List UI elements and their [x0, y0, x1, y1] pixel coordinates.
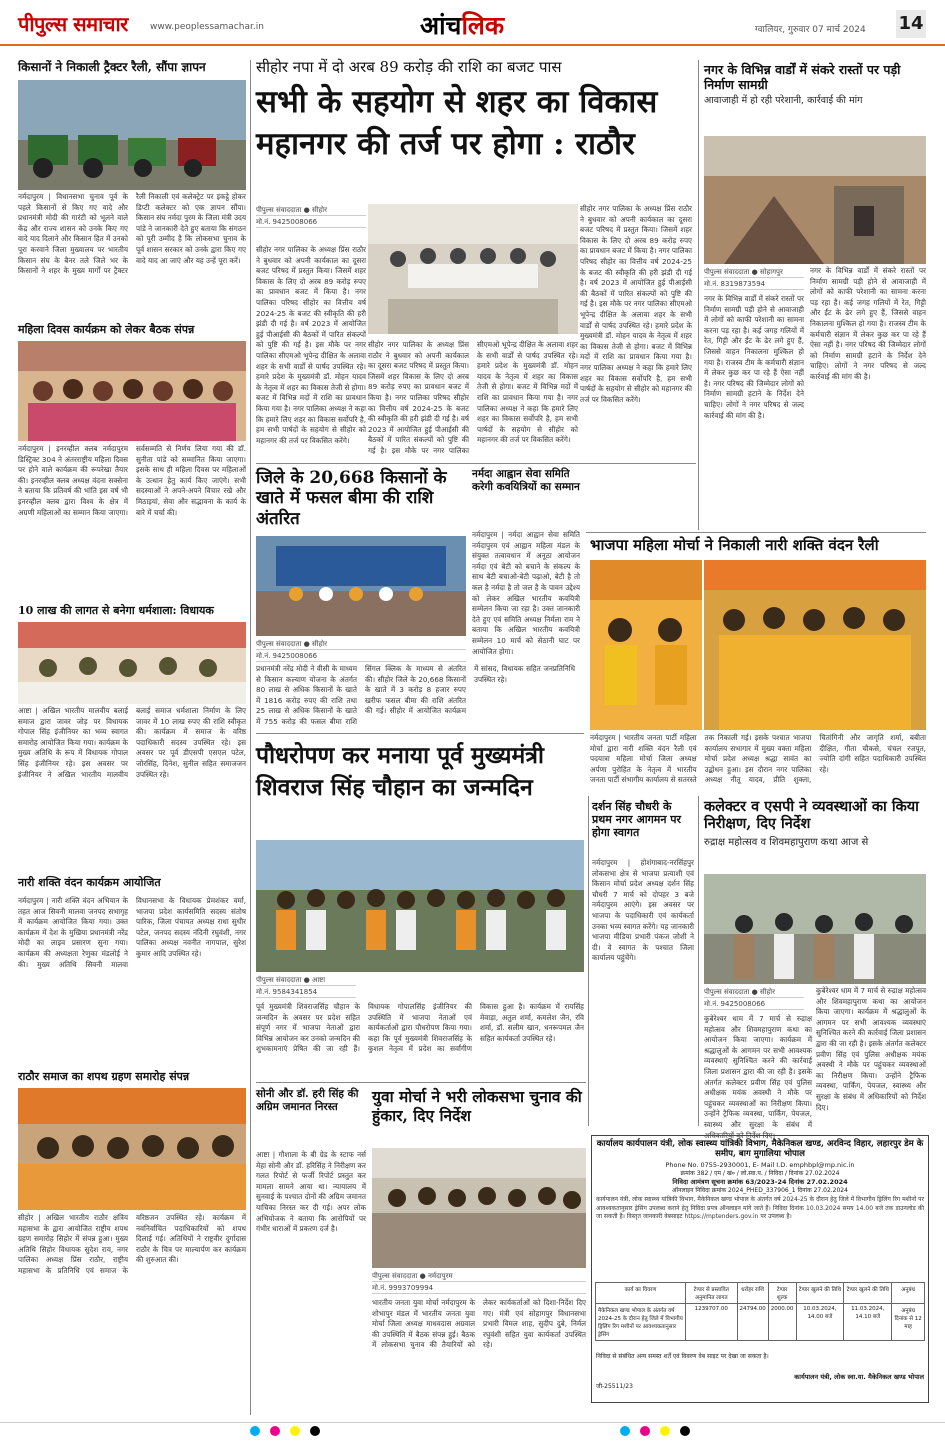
headline: 10 लाख की लागत से बनेगा धर्मशाला: विधायक — [18, 604, 214, 617]
table-cell: अनुबंध दिनांक से 12 माह — [892, 1304, 925, 1341]
article-bail — [256, 1088, 366, 1148]
headline: किसानों ने निकाली ट्रैक्टर रैली, सौंपा ज्ञापन — [18, 60, 206, 74]
registration-mark — [250, 1426, 260, 1436]
headline: सोनी और डॉ. हरी सिंह की अग्रिम जमानत निरस्त — [256, 1088, 359, 1113]
headline: सभी के सहयोग से शहर का विकास महानगर की तर्ज पर होगा : राठौर — [256, 84, 658, 162]
divider — [256, 1082, 586, 1083]
color-bar — [0, 1422, 945, 1445]
headline: जिले के 20,668 किसानों के खाते में फसल बीमा की राशि अंतरित — [256, 468, 447, 529]
phone-number: मो.नं. 9584341854 — [256, 986, 356, 998]
divider — [256, 463, 696, 464]
byline: पीपुल्स संवाददाता ● नर्मदापुरम — [372, 1270, 586, 1282]
photo-insurance-event — [256, 536, 466, 636]
column-divider — [698, 60, 699, 530]
article-body: नर्मदापुरम | होशंगाबाद-नरसिंहपुर लोकसभा क्षेत्र से भाजपा प्रत्याशी एवं किसान मोर्चा प्रदेश अध्यक्ष दर्शन सिंह चौधरी 7 मार्च को दोपहर 3 बजे नर्मदापुरम आएंगे। इस अवसर पर भाजपा के पदाधिकारी एवं कार्यकर्ता उनका भव्य स्वागत करेंगे। यह जानकारी भाजपा मीडिया प्रभारी पंकज जोशी ने दी। वे स्वागत के पश्चात जिला कार्यालय पहुंचेंगे। — [592, 858, 694, 963]
photo-meeting — [18, 341, 246, 441]
byline-block — [256, 638, 466, 662]
photo-inspection — [704, 874, 926, 984]
masthead — [0, 0, 945, 46]
headline: नारी शक्ति वंदन कार्यक्रम आयोजित — [18, 876, 161, 889]
headline: महिला दिवस कार्यक्रम को लेकर बैठक संपन्न — [18, 323, 195, 336]
phone-number: मो.नं. 8319873594 — [704, 278, 804, 290]
registration-mark — [310, 1426, 320, 1436]
article-body: कुबेरेश्वर धाम में 7 मार्च से रुद्राक्ष महोत्सव और शिवमहापुराण कथा का आयोजन किया जाएगा। कार्यक्रम में श्रद्धालुओं के आगमन पर सभी आवश्यक व्यवस्थाएं सुनिश्चित करने की कार्रवाई जिला प्रशासन द्वारा की जा रही है। इसके अंतर्गत कलेक्टर प्रवीण सिंह एवं पुलिस अधीक्षक मयंक अवस्थी ने मौके पर पहुंचकर व्यवस्थाओं का निरीक्षण किया। उन्होंने ट्रैफिक व्यवस्था, पार्किंग, पेयजल, स्वास्थ्य और सुरक्षा के संबंध में अधिकारियों को निर्देश दिए। — [704, 1014, 812, 1140]
photo-rally-left — [590, 560, 702, 730]
registration-mark — [660, 1426, 670, 1436]
registration-mark — [640, 1426, 650, 1436]
article-crop-insurance — [256, 468, 466, 530]
table-cell: 24794.00 — [737, 1304, 768, 1341]
article-body-continued: सीहोर नगर पालिका के अध्यक्ष प्रिंस राठौर ने बुधवार को अपनी कार्यकाल का दूसरा बजट परिषद में प्रस्तुत किया। जिसमें शहर विकास के लिए दो अरब 89 करोड़ रुपए का प्रावधान बजट में किया है। नगर पालिका परिषद सीहोर का वित्तीय वर्ष 2024-25 के बजट की स्वीकृति की हरी झंडी दी गई है। वर्ष 2023 में आयोजित हुई पीआईसी की बैठकों में पारित संकल्पों को पुष्टि की गई है। इस मौके पर नगर पालिका सीएमओ भूपेन्द्र दीक्षित के अलावा शहर के सभी वार्डों से पार्षद उपस्थित रहे। हमारे प्रदेश के मुख्यमंत्री डॉ. मोहन यादव के नेतृत्व में शहर का विकास तेजी से होगा। बजट में विभिन्न मदों में राशि का प्रावधान किया गया है। नगर पालिका अध्यक्ष ने कहा कि हमारे लिए शहर का विकास सर्वोपरि है, हम सभी पार्षदों के सहयोग से सीहोर को महानगर की तर्ज पर विकसित करेंगे। — [580, 204, 692, 404]
article-rathore-samaj — [18, 1070, 246, 1210]
article-body: नर्मदापुरम | भारतीय जनता पार्टी महिला मोर्चा द्वारा नारी शक्ति वंदन रैली एवं पदयात्रा महिला मोर्चा जिला अध्यक्ष अर्पणा पुरोहित के नेतृत्व में भारतीय जनता पार्टी संभागीय कार्यालय से सतरस्ते तक निकाली गई। इसके पश्चात भाजपा कार्यालय सभागार में मुख्य वक्ता महिला मोर्चा प्रदेश अध्यक्ष श्रद्धा सावंत का उद्बोधन हुआ। इस दौरान नगर पालिका अध्यक्ष नीतू यादव, प्रीति शुक्ला, चितांगिनी और जागृति शर्मा, बबीता दीक्षित, गीता चौकसे, चंचल रजपूत, ज्योति दांगी सहित पदाधिकारी उपस्थित रहे। — [590, 733, 926, 785]
photo-construction — [704, 136, 926, 264]
article-body: नगर के विभिन्न वार्डों में संकरे रास्तों पर निर्माण सामग्री पड़ी होने से आवाजाही में लोगों को काफी परेशानी का सामना करना पड़ रहा है। कई जगह गलियों में रेत, गिट्टी और ईंट के ढेर लगे हुए हैं, जिससे वाहन निकालना मुश्किल हो गया है। राजस्व टीम के कर्मचारी संज्ञान में लेकर कुछ कर पा रहे हैं ऐसा नहीं है। नगर परिषद की जिम्मेदार लोगों को निर्माण सामग्री हटाने के निर्देश देने चाहिए। लोगों ने नगर परिषद से जल्द कार्रवाई की मांग की है। — [704, 294, 804, 420]
table-header: टेण्डर शुल्क — [768, 1283, 796, 1304]
article-dharmshala — [18, 604, 246, 704]
tender-office: कार्यालय कार्यपालन यंत्री, लोक स्वास्थ्य यांत्रिकी विभाग, मैकेनिकल खण्ड, अरविन्द विहार, लहारपुर डेम के समीप, बाग मुगालिया भोपाल — [596, 1139, 924, 1160]
article-tractor-rally — [18, 60, 246, 190]
byline: पीपुल्स संवाददाता ● सीहोर — [256, 638, 466, 650]
photo-council-meeting — [368, 204, 578, 334]
registration-mark — [270, 1426, 280, 1436]
tender-body: कार्यपालन यंत्री, लोक स्वास्थ्य यांत्रिकी विभाग, मैकेनिकल खण्ड भोपाल के अंतर्गत वर्ष 2024-25 के दौरान हेतु जिले में विभागीय ड्रिलिंग रिग मशीनों पर आवश्यकतानुसार ड्रेसिंग उपलब्ध कराने हेतु निविदा प्रपत्र ऑनलाइन मांगे जाते हैं। निविदा दिनांक 10.03.2024 समय 14.00 बजे तक डाउनलोड की जा सकती है। विस्तृत जानकारी वेबसाइट https://mptenders.gov.in पर उपलब्ध है। — [596, 1196, 924, 1220]
phone-number: मो.नं. 9425008066 — [256, 650, 466, 662]
article-body-continued: सीहोर नगर पालिका के अध्यक्ष प्रिंस राठौर ने बुधवार को अपनी कार्यकाल का दूसरा बजट परिषद में प्रस्तुत किया। जिसमें शहर विकास के लिए दो अरब 89 करोड़ रुपए का प्रावधान बजट में किया है। नगर पालिका परिषद सीहोर का वित्तीय वर्ष 2024-25 के बजट की स्वीकृति की हरी झंडी दी गई है। वर्ष 2023 में आयोजित हुई पीआईसी की बैठकों में पारित संकल्पों को पुष्टि की गई है। इस मौके पर नगर पालिका सीएमओ भूपेन्द्र दीक्षित के अलावा शहर के सभी वार्डों से पार्षद उपस्थित रहे। हमारे प्रदेश के मुख्यमंत्री डॉ. मोहन यादव के नेतृत्व में शहर का विकास तेजी से होगा। बजट में विभिन्न मदों में राशि का प्रावधान किया गया है। नगर पालिका अध्यक्ष ने कहा कि हमारे लिए शहर का विकास सर्वोपरि है, हम सभी पार्षदों के सहयोग से सीहोर को महानगर की तर्ज पर विकसित करेंगे। — [368, 340, 578, 455]
article-body: आष्टा | गौशाला के बी ग्रेड के स्टाफ नर्स मेहा सोनी और डॉ. हरिसिंह ने निरीक्षण कर गलत रिपोर्ट से फर्जी रिपोर्ट प्रस्तुत कर मामला सामने आया था। न्यायालय में सुनवाई के पश्चात दोनों की अग्रिम जमानत याचिका निरस्त कर दी गई। अपर लोक अभियोजक ने बताया कि आरोपियों पर गंभीर धाराओं में प्रकरण दर्ज है। — [256, 1150, 366, 1234]
article-kavayitri — [472, 468, 580, 528]
article-body: भारतीय जनता युवा मोर्चा नर्मदापुरम के शोभापुर मंडल में भारतीय जनता युवा मोर्चा जिला अध्यक्ष माधवदास अग्रवाल की उपस्थिति में बैठक संपन्न हुई। बैठक में लोकसभा चुनाव की तैयारियों को लेकर कार्यकर्ताओं को दिशा-निर्देश दिए गए। मंत्री एवं सोहागपुर विधानसभा प्रभारी विमल शाह, सुदीप दुबे, निर्मल रघुवंशी सहित युवा कार्यकर्ता उपस्थित रहे। — [372, 1298, 586, 1350]
article-body: सीहोर नगर पालिका के अध्यक्ष प्रिंस राठौर ने बुधवार को अपनी कार्यकाल का दूसरा बजट परिषद में प्रस्तुत किया। जिसमें शहर विकास के लिए दो अरब 89 करोड़ रुपए का प्रावधान बजट में किया है। नगर पालिका परिषद सीहोर का वित्तीय वर्ष 2024-25 के बजट की स्वीकृति की हरी झंडी दी गई है। वर्ष 2023 में आयोजित हुई पीआईसी की बैठकों में पारित संकल्पों को पुष्टि की गई है। इस मौके पर नगर पालिका सीएमओ भूपेन्द्र दीक्षित के अलावा शहर के सभी वार्डों से पार्षद उपस्थित रहे। हमारे प्रदेश के मुख्यमंत्री डॉ. मोहन यादव के नेतृत्व में शहर का विकास तेजी से होगा। बजट में विभिन्न मदों में राशि का प्रावधान किया गया है। नगर पालिका अध्यक्ष ने कहा कि हमारे लिए शहर का विकास सर्वोपरि है, हम सभी पार्षदों के सहयोग से सीहोर को महानगर की तर्ज पर विकसित करेंगे। — [256, 245, 366, 445]
registration-mark — [680, 1426, 690, 1436]
photo-welcome — [18, 622, 246, 704]
article-yuva-morcha — [372, 1088, 586, 1146]
byline-block — [256, 974, 356, 1000]
tender-ro-number: जी-25511/23 — [596, 1383, 633, 1390]
tender-table — [595, 1282, 925, 1341]
article-bjp-rally — [590, 536, 926, 558]
headline: नगर के विभिन्न वार्डों में संकरे रास्तों पर पड़ी निर्माण सामग्री — [704, 62, 901, 92]
byline-block — [704, 986, 804, 1012]
tender-header — [596, 1139, 924, 1279]
lead-story-header — [256, 58, 696, 218]
byline-block — [372, 1270, 586, 1296]
byline: पीपुल्स संवाददाता ● सीहोर — [256, 204, 366, 216]
table-cell: मैकेनिकल खण्ड भोपाल के अंतर्गत वर्ष 2024-25 के दौरान हेतु जिले में विभागीय ड्रिलिंग रिग मशीनों पर आवश्यकतानुसार ड्रेसिंग — [596, 1304, 686, 1341]
article-construction-material — [704, 62, 926, 136]
table-header: अनुबंध — [892, 1283, 925, 1304]
headline: नर्मदा आह्वान सेवा समिति करेगी कवयित्रियों का सम्मान — [472, 468, 580, 493]
subhead: रुद्राक्ष महोत्सव व शिवमहापुराण कथा आज से — [704, 836, 869, 848]
byline: पीपुल्स संवाददाता ● आष्टा — [256, 974, 356, 986]
article-body-continued: नगर के विभिन्न वार्डों में संकरे रास्तों पर निर्माण सामग्री पड़ी होने से आवाजाही में लोगों को काफी परेशानी का सामना करना पड़ रहा है। कई जगह गलियों में रेत, गिट्टी और ईंट के ढेर लगे हुए हैं, जिससे वाहन निकालना मुश्किल हो गया है। राजस्व टीम के कर्मचारी संज्ञान में लेकर कुछ कर पा रहे हैं ऐसा नहीं है। नगर परिषद की जिम्मेदार लोगों को निर्माण सामग्री हटाने के निर्देश देने चाहिए। लोगों ने नगर परिषद से जल्द कार्रवाई की मांग की है। — [810, 266, 926, 381]
tender-signature: कार्यपालन यंत्री, लोक स्वा.या. मैकेनिकल खण्ड भोपाल — [794, 1373, 924, 1381]
divider — [256, 733, 584, 734]
phone-number: मो.नं. 9425008066 — [256, 216, 366, 228]
article-body: आष्टा | अखिल भारतीय मालवीय बलाई समाज द्वारा जावर जोड़ पर विधायक गोपाल सिंह इंजीनियर का भव्य स्वागत समारोह आयोजित किया गया। कार्यक्रम के मुख्य अतिथि के रूप में विधायक गोपाल सिंह इंजीनियर रहे। इस अवसर पर इंजीनियर ने अखिल भारतीय मालवीय बलाई समाज धर्मशाला निर्माण के लिए जावर में 10 लाख रुपए की राशि स्वीकृत की। कार्यक्रम में समाज के वरिष्ठ पदाधिकारी सदस्य उपस्थित रहे। इस अवसर पर पूर्व डीएसपी एसएल पटेल, जोरसिंह, दिनेश, सुनील सहित समाजजन उपस्थित रहे। — [18, 706, 246, 779]
table-cell: 11.03.2024, 14.10 बजे — [844, 1304, 892, 1341]
table-header: टेण्डर से प्रस्तावित अनुमानित लागत — [686, 1283, 738, 1304]
table-cell: 10.03.2024, 14.00 बजे — [796, 1304, 844, 1341]
tender-title: निविदा आमंत्रण सूचना क्रमांक 63/2023-24 दिनांक 27.02.2024 — [672, 1178, 848, 1187]
website-link[interactable]: www.peoplessamachar.in — [150, 22, 264, 32]
table-header-row — [596, 1283, 925, 1304]
phone-number: मो.नं. 9993709994 — [372, 1282, 586, 1294]
headline: राठौर समाज का शपथ ग्रहण समारोह संपन्न — [18, 1070, 190, 1083]
headline: कलेक्टर व एसपी ने व्यवस्थाओं का किया निरीक्षण, दिए निर्देश — [704, 798, 919, 833]
tender-online: ऑनलाइन निविदा क्रमांक 2024_PHED_337906_1 दिनांक 27.02.2024 — [672, 1187, 848, 1195]
byline: पीपुल्स संवाददाता ● सोहागपुर — [704, 266, 804, 278]
article-plantation — [256, 740, 584, 836]
tender-footer — [596, 1352, 924, 1400]
column-divider — [698, 796, 699, 1126]
divider — [586, 532, 926, 533]
photo-plantation — [256, 840, 584, 972]
column-divider — [588, 796, 589, 1126]
article-darshan-singh — [592, 800, 694, 856]
article-collector-sp — [704, 798, 926, 872]
table-header: टेण्डर खुलने की तिथि — [844, 1283, 892, 1304]
registration-mark — [290, 1426, 300, 1436]
article-body-continued: कुबेरेश्वर धाम में 7 मार्च से रुद्राक्ष महोत्सव और शिवमहापुराण कथा का आयोजन किया जाएगा। कार्यक्रम में श्रद्धालुओं के आगमन पर सभी आवश्यक व्यवस्थाएं सुनिश्चित करने की कार्रवाई जिला प्रशासन द्वारा की जा रही है। इसके अंतर्गत कलेक्टर प्रवीण सिंह एवं पुलिस अधीक्षक मयंक अवस्थी ने मौके पर पहुंचकर व्यवस्थाओं का निरीक्षण किया। उन्होंने ट्रैफिक व्यवस्था, पार्किंग, पेयजल, स्वास्थ्य और सुरक्षा के संबंध में अधिकारियों को निर्देश दिए। — [816, 986, 926, 1112]
byline: पीपुल्स संवाददाता ● सीहोर — [704, 986, 804, 998]
article-body: नर्मदापुरम | नर्मदा आह्वान सेवा समिति नर्मदापुरम एवं आह्वान महिला मंडल के संयुक्त तत्वावधान में अनूठा आयोजन नर्मदा एवं बेटी को बचाने के संकल्प के साथ बेटी बचाओ-बेटी पढ़ाओ, बेटी है तो कल है नर्मदा है तो जल है के पावन उद्देश्य को लेकर अखिल भारतीय कवयित्री सम्मेलन किया जा रहा है। उक्त जानकारी देते हुए एवं समिति अध्यक्ष निर्मला राम ने बताया कि अखिल भारतीय कवयित्री सम्मेलन 10 मार्च को सेठानी घाट पर आयोजित होगा। — [472, 530, 580, 656]
article-body: नर्मदापुरम | विधानसभा चुनाव पूर्व के पहले किसानों से किए गए वादे और प्रधानमंत्री मोदी की गारंटी को भूलने वाले केंद्र और राज्य शासन को उनके किए गए वादे याद दिलाने और किसान हित में उनको पूरा करवाने जिला मुख्यालय पर भारतीय किसान संघ के बैनर तले जिले भर के किसानों ने शहर के मुख्य मार्गों पर ट्रैक्टर रैली निकाली एवं कलेक्ट्रेट पर इकट्ठे होकर डिप्टी कलेक्टर को एक ज्ञापन सौंपा। किसान संघ नर्मदा पुरम के जिला मंत्री उदय पांडे ने जानकारी देते हुए बताया कि संगठन को पूरी उम्मीद है कि लोकसभा चुनाव के पूर्व शासन सरकार को उनके द्वारा किए गए वादे याद आ जाएं और यह उन्हें पूरा करें। — [18, 192, 246, 276]
article-nari-shakti-heading — [18, 876, 246, 894]
photo-oath-ceremony — [18, 1088, 246, 1210]
article-body: पूर्व मुख्यमंत्री शिवराजसिंह चौहान के जन्मदिन के अवसर पर प्रदेश सहित संपूर्ण नगर में भाजपा नेताओं द्वारा विभिन्न आयोजन कर उनको जन्मदिन की शुभकामनाएं प्रेषित की जा रही हैं। विधायक गोपालसिंह इंजीनियर की उपस्थिति में भाजपा नेताओं एवं कार्यकर्ताओं द्वारा पौधरोपण किया गया। कहा कि पूर्व मुख्यमंत्री शिवराजसिंह के कुशल नेतृत्व में प्रदेश का सर्वांगीण विकास हुआ है। कार्यक्रम में रायसिंह मेवाड़ा, अतुल शर्मा, कमलेश जैन, रवि शर्मा, डॉ. सलीम खान, धनरूपमल जैन सहित कार्यकर्ता उपस्थित रहे। — [256, 1002, 584, 1054]
headline: दर्शन सिंह चौधरी के प्रथम नगर आगमन पर होगा स्वागत — [592, 800, 682, 840]
kicker: सीहोर नपा में दो अरब 89 करोड़ की राशि का बजट पास — [256, 58, 562, 76]
tender-contact: Phone No. 0755-2930001, E- Mail I.D. emphbpl@mp.nic.in — [665, 1161, 855, 1170]
headline: पौधरोपण कर मनाया पूर्व मुख्यमंत्री शिवराज सिंह चौहान का जन्मदिन — [256, 742, 544, 802]
article-body: नर्मदापुरम | इनरव्हील क्लब नर्मदापुरम डिस्ट्रिक्ट 304 ने अंतरराष्ट्रीय महिला दिवस पर होने वाले कार्यक्रम की रूपरेखा तैयार की। इनरव्हील क्लब अध्यक्ष वंदना सक्सेना ने बताया कि प्रतिवर्ष की भांति इस वर्ष भी इनरव्हील क्लब द्वारा विश्व के क्षेत्र में अग्रणी महिलाओं का सम्मान किया जाएगा। सर्वसम्मति से निर्णय लिया गया की डॉ. सुनीता पांडे को सम्मानित किया जाएगा। इसके साथ ही महिला दिवस पर महिलाओं के उत्थान हेतु कार्य किए जाएंगे। सभी सदस्याओं ने अपने-अपने विचार रखे और मिठाइयां, सेवा और सद्भावना के कार्य के बारे में चर्चा की। — [18, 444, 246, 517]
table-header: धरोहर राशि — [737, 1283, 768, 1304]
table-cell: 2000.00 — [768, 1304, 796, 1341]
article-body: सीहोर | अखिल भारतीय राठौर क्षत्रिय महासभा के द्वारा आयोजित राष्ट्रीय शपथ ग्रहण समारोह सिहोर में संपन्न हुआ। मुख्य अतिथि सिहोर विधायक सुदेश राय, नगर पालिका अध्यक्ष प्रिंस राठौर, राष्ट्रीय महासभा के प्रतिनिधि एवं समाज के वरिष्ठजन उपस्थित रहे। कार्यक्रम में नवनिर्वाचित पदाधिकारियों को शपथ दिलाई गई। अतिथियों ने राष्ट्रवीर दुर्गादास राठौर के चित्र पर माल्यार्पण कर कार्यक्रम की शुरुआत की। — [18, 1213, 246, 1275]
newspaper-logo: पीपुल्स समाचार — [18, 12, 128, 36]
tender-ref: क्रमांक 382 / एम / खं० / लो.स्वा.य. / निविदा / दिनांक 27.02.2024 — [680, 1170, 840, 1178]
table-header: टेण्डर खुलने की तिथि — [796, 1283, 844, 1304]
registration-mark — [620, 1426, 630, 1436]
page-number: 14 — [896, 10, 926, 38]
table-header: कार्य का विवरण — [596, 1283, 686, 1304]
article-women-day — [18, 323, 246, 441]
article-body: प्रधानमंत्री नरेंद्र मोदी ने वीसी के माध्यम से किसान कल्याण योजना के अंतर्गत 80 लाख से अधिक किसानों के खाते में 1816 करोड़ रुपए की राशि तथा 25 लाख से अधिक किसानों के खाते में 755 करोड़ की फसल बीमा राशि सिंगल क्लिक के माध्यम से अंतरित की। सीहोर जिले के 20,668 किसानों के खाते में 3 करोड़ 8 हजार रुपए खरीफ फसल बीमा की राशि अंतरित की गई। सीहोर में आयोजित कार्यक्रम में सांसद, विधायक सहित जनप्रतिनिधि उपस्थित रहे। — [256, 664, 575, 726]
headline: भाजपा महिला मोर्चा ने निकाली नारी शक्ति वंदन रैली — [590, 536, 879, 554]
photo-tractors — [18, 80, 246, 190]
photo-rally-right — [704, 560, 926, 730]
byline-block — [256, 204, 366, 242]
tender-note: निविदा से संबंधित अन्य समस्त शर्तें एवं विवरण वेब साइट पर देखा जा सकता है। — [596, 1353, 769, 1360]
section-title: आंचलिक — [420, 11, 505, 40]
article-body: नर्मदापुरम | नारी शक्ति वंदन अभियान के तहत आज सिवनी मालवा जनपद सभागृह में कार्यक्रम आयोजित किया गया। उक्त कार्यक्रम में देश के मुखिया प्रधानमंत्री नरेंद्र मोदी का लाइव प्रसारण सुना गया। कार्यक्रम की अध्यक्षता रेणुका मंडलोई ने की। मुख्य अतिथि सिवनी मालवा विधानसभा के विधायक प्रेमशंकर वर्मा, भाजपा प्रदेश कार्यसमिति सदस्य संतोष पारिक, जिला पंचायत अध्यक्ष राधा सुधीर पटेल, जनपद सदस्य नंदिनी रघुवंशी, नगर पालिका अध्यक्ष नवनीत नागपाल, सुरेश कुमार आदि उपस्थित रहे। — [18, 896, 246, 969]
dateline: ग्वालियर, गुरुवार 07 मार्च 2024 — [755, 25, 866, 35]
headline: युवा मोर्चा ने भरी लोकसभा चुनाव की हुंकार, दिए निर्देश — [372, 1087, 582, 1125]
subhead: आवाजाही में हो रही परेशानी, कार्रवाई की मांग — [704, 95, 863, 106]
phone-number: मो.नं. 9425008066 — [704, 998, 804, 1010]
table-cell: 1239707.00 — [686, 1304, 738, 1341]
table-row — [596, 1304, 925, 1341]
column-divider — [250, 60, 251, 1415]
photo-yuva-meeting — [372, 1148, 586, 1268]
byline-block — [704, 266, 804, 292]
